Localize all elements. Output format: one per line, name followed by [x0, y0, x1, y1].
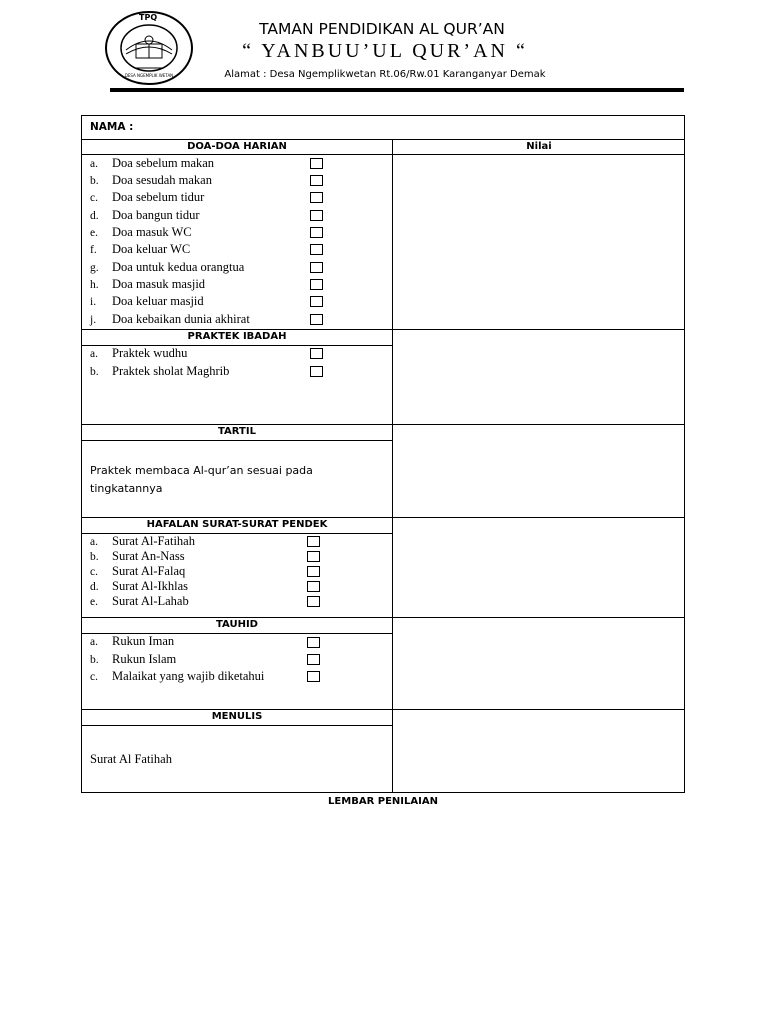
checkbox[interactable]	[307, 551, 320, 562]
checkbox[interactable]	[310, 314, 323, 325]
checkbox[interactable]	[310, 296, 323, 307]
tauhid-item: a. Rukun Iman	[90, 634, 175, 648]
menulis-note: Surat Al Fatihah	[90, 752, 172, 766]
checkbox[interactable]	[307, 596, 320, 607]
doa-item: f. Doa keluar WC	[90, 242, 191, 256]
menulis-heading: MENULIS	[211, 711, 263, 722]
hafalan-item: b. Surat An-Nass	[90, 549, 185, 563]
nilai-label: Nilai	[526, 141, 552, 152]
divider	[82, 517, 684, 518]
doa-heading: DOA-DOA HARIAN	[187, 141, 287, 152]
praktek-item: b. Praktek sholat Maghrib	[90, 364, 230, 378]
praktek-item: a. Praktek wudhu	[90, 346, 188, 360]
school-title: TAMAN PENDIDIKAN AL QUR’AN	[259, 20, 505, 38]
hafalan-item: d. Surat Al-Ikhlas	[90, 579, 189, 593]
hafalan-item: a. Surat Al-Fatihah	[90, 534, 195, 548]
doa-item: j. Doa kebaikan dunia akhirat	[90, 312, 250, 326]
doa-item: g. Doa untuk kedua orangtua	[90, 260, 245, 274]
tauhid-item: c. Malaikat yang wajib diketahui	[90, 669, 265, 683]
doa-item: b. Doa sesudah makan	[90, 173, 212, 187]
checkbox[interactable]	[307, 654, 320, 665]
doa-item: i. Doa keluar masjid	[90, 294, 204, 308]
doa-item: c. Doa sebelum tidur	[90, 190, 205, 204]
nama-label: NAMA :	[90, 121, 134, 133]
hafalan-item: c. Surat Al-Falaq	[90, 564, 186, 578]
school-name: “ YANBUU’UL QUR’AN “	[242, 40, 528, 62]
logo-bottom-text: DESA NGEMPLIK WETAN	[124, 73, 174, 78]
checkbox[interactable]	[310, 279, 323, 290]
divider	[82, 709, 684, 710]
checkbox[interactable]	[310, 244, 323, 255]
checkbox[interactable]	[307, 637, 320, 648]
divider	[82, 725, 392, 726]
checkbox[interactable]	[310, 158, 323, 169]
checkbox[interactable]	[310, 366, 323, 377]
tauhid-item: b. Rukun Islam	[90, 652, 177, 666]
divider	[82, 139, 684, 140]
checkbox[interactable]	[310, 175, 323, 186]
checkbox[interactable]	[310, 192, 323, 203]
doa-item: d. Doa bangun tidur	[90, 208, 200, 222]
doa-item: h. Doa masuk masjid	[90, 277, 206, 291]
doa-item: e. Doa masuk WC	[90, 225, 192, 239]
hafalan-heading: HAFALAN SURAT-SURAT PENDEK	[146, 519, 328, 530]
logo-top-text: TPQ	[139, 13, 158, 22]
checkbox[interactable]	[310, 227, 323, 238]
tartil-note: Praktek membaca Al-qur’an sesuai pada tingkatannya	[90, 464, 313, 495]
column-divider	[392, 139, 393, 793]
header-rule	[110, 88, 684, 92]
checkbox[interactable]	[307, 581, 320, 592]
divider	[82, 154, 684, 155]
checkbox[interactable]	[310, 262, 323, 273]
divider	[82, 424, 684, 425]
tauhid-heading: TAUHID	[216, 619, 258, 630]
assessment-table	[81, 115, 685, 793]
school-address: Alamat : Desa Ngemplikwetan Rt.06/Rw.01 Karanganyar Demak	[224, 69, 546, 80]
praktek-heading: PRAKTEK IBADAH	[187, 331, 287, 342]
checkbox[interactable]	[307, 566, 320, 577]
footer-caption: LEMBAR PENILAIAN	[328, 796, 438, 807]
checkbox[interactable]	[307, 536, 320, 547]
divider	[82, 329, 684, 330]
hafalan-item: e. Surat Al-Lahab	[90, 594, 189, 608]
checkbox[interactable]	[310, 210, 323, 221]
checkbox[interactable]	[310, 348, 323, 359]
divider	[82, 440, 392, 441]
doa-item: a. Doa sebelum makan	[90, 156, 215, 170]
checkbox[interactable]	[307, 671, 320, 682]
divider	[82, 617, 684, 618]
tartil-heading: TARTIL	[218, 426, 256, 437]
